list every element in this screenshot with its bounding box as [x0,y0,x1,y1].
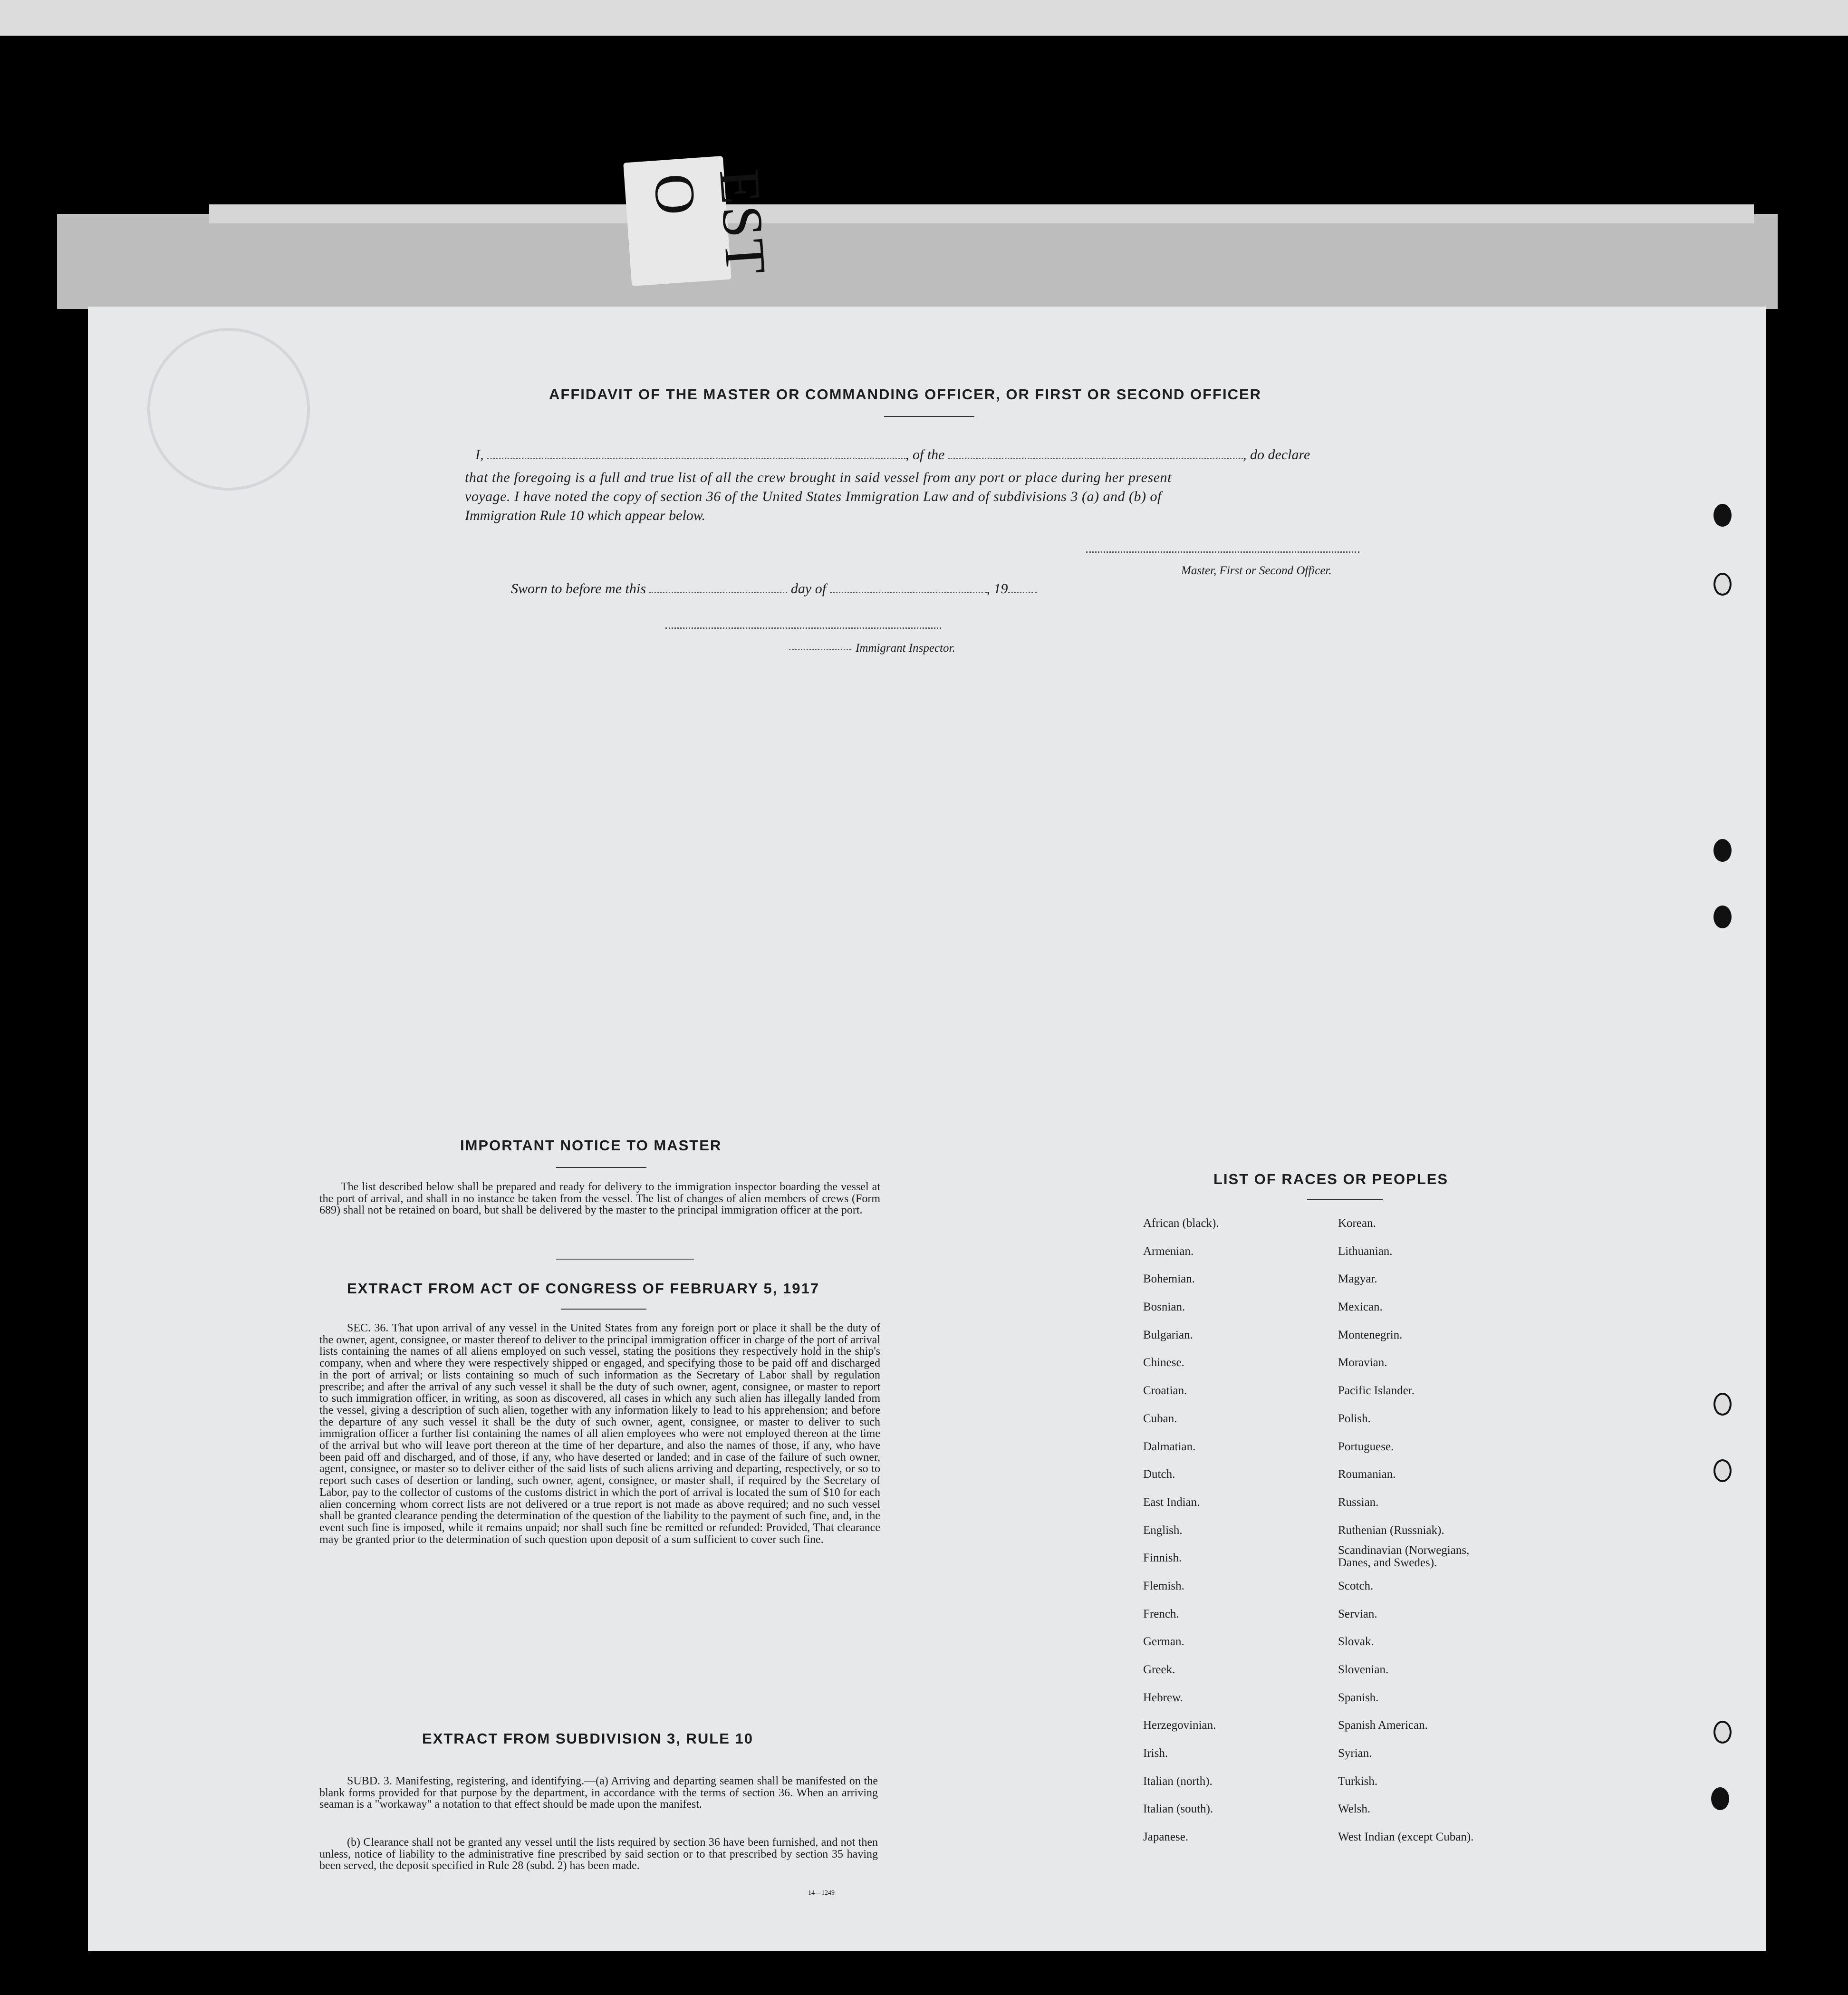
notice-text: The list described below shall be prepared and ready for delivery to the immigration inspector boarding the vessel at the port of arrival, and shall in no instance be taken from the vessel. The list of changes of alien members of crews (Form 689) shall not be retained on board, but shall be delivered by the master to the principal immigration officer at the port. [319,1181,880,1217]
affidavit-of-the: , of the [905,447,945,463]
race-item: Herzegovinian. [1143,1719,1216,1732]
race-item: Dutch. [1143,1468,1175,1481]
races-rule [1307,1199,1383,1200]
punch-hole [1713,1721,1732,1744]
race-item: Italian (south). [1143,1802,1213,1816]
scanner-top-band [0,0,1848,36]
form-number: 14—1249 [808,1889,835,1897]
race-item: Portuguese. [1338,1440,1394,1453]
races-column-1 [1143,1210,1314,1851]
act-heading: EXTRACT FROM ACT OF CONGRESS OF FEBRUARY 5, 1917 [347,1280,819,1297]
race-item: Welsh. [1338,1802,1371,1816]
race-item: Greek. [1143,1663,1175,1676]
race-item: Korean. [1338,1217,1376,1230]
race-item: Scandinavian (Norwegians, Danes, and Swedes). [1338,1544,1470,1570]
race-item: Servian. [1338,1607,1377,1620]
race-item: Magyar. [1338,1272,1377,1286]
race-item: Cuban. [1143,1412,1177,1425]
race-item: Slovak. [1338,1635,1374,1648]
race-item: African (black). [1143,1217,1219,1230]
race-item: Spanish. [1338,1691,1379,1704]
race-item: Turkish. [1338,1774,1378,1788]
notice-divider [556,1259,694,1260]
race-item: German. [1143,1635,1184,1648]
affidavit-heading: AFFIDAVIT OF THE MASTER OR COMMANDING OFFICER, OR FIRST OR SECOND OFFICER [549,386,1262,403]
race-item: English. [1143,1523,1183,1537]
act-text: SEC. 36. That upon arrival of any vessel in the United States from any foreign port or place it shall be the duty of the owner, agent, consignee, or master thereof to deliver to the principal immigration officer in charge of the port of arrival lists containing the names of all aliens employed on such vessel, stating the positions they respectively hold in the ship's company, when and where they were respectively shipped or engaged, and specifying those to be paid off and discharged in the port of arrival; or lists containing so much of such information as the Secretary of Labor shall by regulation prescribe; and after the arrival of any such vessel it shall be the duty of such owner, agent, consignee, or master to report to such immigration officer, in writing, as soon as discovered, all cases in which any such alien has illegally landed from the vessel, giving a description of such alien, together with any information likely to lead to his apprehension; and before the departure of any such vessel it shall be the duty of such owner, agent, consignee, or master to deliver to such immigration officer a further list containing the names of all alien employees who were not employed thereon at the time of the arrival but who will leave port thereon at the time of her departure, and also the names of those, if any, who have been paid off and discharged, and of those, if any, who have deserted or landed; and in case of the failure of such owner, agent, consignee, or master so to deliver either of the said lists of such aliens arriving and departing, respectively, or so to report such cases of desertion or landing, such owner, agent, consignee, or master shall, if required by the Secretary of Labor, pay to the collector of customs of the customs district in which the port of arrival is located the sum of $10 for each alien concerning whom correct lists are not delivered or a true report is not made as above required; and no such vessel shall be granted clearance pending the determination of the question of the liability to the payment of such fine, and, in the event such fine is imposed, while it remains unpaid; nor shall such fine be remitted or refunded: Provided, That clearance may be granted prior to the determination of such question upon deposit of a sum sufficient to cover such fine. [319,1322,880,1546]
year-blank[interactable] [1008,592,1037,593]
race-item: Irish. [1143,1747,1168,1760]
race-item: Italian (north). [1143,1774,1213,1788]
faded-stamp [147,328,310,491]
month-blank[interactable] [830,592,987,593]
race-item: Mexican. [1338,1301,1383,1314]
inspector-line-short [789,649,851,650]
affidavit-line3: voyage. I have noted the copy of section 36 of the United States Immigration Law and of subdivisions 3 (a) and (b) of [465,489,1162,504]
year-text: , 19 [986,581,1008,597]
races-heading: LIST OF RACES OR PEOPLES [1213,1171,1449,1187]
sworn-text: Sworn to before me this [511,581,646,597]
race-item: Armenian. [1143,1244,1194,1258]
affidavit-line1 [475,447,1310,463]
race-item: Ruthenian (Russniak). [1338,1523,1444,1537]
race-item: French. [1143,1607,1179,1620]
affidavit-declare: , do declare [1243,447,1310,463]
inspector-label: Immigrant Inspector. [856,642,955,655]
race-item: Moravian. [1338,1356,1387,1369]
race-item: Pacific Islander. [1338,1384,1415,1397]
race-item: Montenegrin. [1338,1328,1403,1341]
affidavit-line4: Immigration Rule 10 which appear below. [465,508,706,523]
race-item: Spanish American. [1338,1719,1428,1732]
race-item: Russian. [1338,1495,1379,1509]
punch-hole [1713,839,1732,862]
rule-text-a: SUBD. 3. Manifesting, registering, and identifying.—(a) Arriving and departing seamen shall be manifested on the blank forms provided for that purpose by the department, in accordance with the terms of section 36. When an arriving seaman is a "workaway" a notation to that effect should be made upon the manifest. [319,1775,878,1811]
race-item: Polish. [1338,1412,1371,1425]
punch-hole [1713,906,1732,928]
race-item: Flemish. [1143,1579,1184,1592]
race-item: Croatian. [1143,1384,1187,1397]
race-item: Syrian. [1338,1747,1372,1760]
punch-hole [1713,573,1732,596]
race-item: West Indian (except Cuban). [1338,1831,1474,1844]
notice-rule [556,1167,646,1168]
race-item: Bulgarian. [1143,1328,1193,1341]
races-column-2 [1338,1210,1528,1851]
stacked-pages [57,214,1778,309]
race-item: Slovenian. [1338,1663,1389,1676]
vessel-blank[interactable] [948,458,1243,459]
race-item: Hebrew. [1143,1691,1183,1704]
race-item: Lithuanian. [1338,1244,1393,1258]
race-item: Bohemian. [1143,1272,1195,1286]
race-item: Japanese. [1143,1831,1189,1844]
race-item: Bosnian. [1143,1301,1185,1314]
folder-tab-label: EST O [642,167,779,277]
punch-hole [1713,504,1732,527]
name-blank[interactable] [487,458,905,459]
punch-hole [1713,1459,1732,1482]
race-item: Scotch. [1338,1579,1374,1592]
inspector-line[interactable] [665,627,941,629]
race-item: East Indian. [1143,1495,1200,1509]
act-rule [561,1309,646,1310]
race-item: Dalmatian. [1143,1440,1196,1453]
day-blank[interactable] [649,592,787,593]
punch-hole [1711,1787,1729,1810]
affidavit-line2: that the foregoing is a full and true list of all the crew brought in said vessel from any port or place during her present [465,470,1172,485]
signature-label: Master, First or Second Officer. [1181,564,1332,577]
punch-hole [1713,1393,1732,1416]
affidavit-i: I, [475,447,484,463]
rule-text-b: (b) Clearance shall not be granted any vessel until the lists required by section 36 have been furnished, and not then unless, notice of liability to the administrative fine prescribed by said section or to that prescribed by section 35 having been served, the deposit specified in Rule 28 (subd. 2) has been made. [319,1836,878,1872]
notice-heading: IMPORTANT NOTICE TO MASTER [460,1137,722,1154]
stacked-page-edge [209,204,1754,223]
heading-rule [884,416,974,417]
race-item: Roumanian. [1338,1468,1396,1481]
race-item: Finnish. [1143,1552,1182,1565]
day-of-text: day of [790,581,827,597]
race-item: Chinese. [1143,1356,1184,1369]
rule-heading: EXTRACT FROM SUBDIVISION 3, RULE 10 [422,1730,753,1747]
sworn-line [511,581,1037,597]
folder-tab [623,156,779,286]
signature-line[interactable] [1086,551,1359,553]
